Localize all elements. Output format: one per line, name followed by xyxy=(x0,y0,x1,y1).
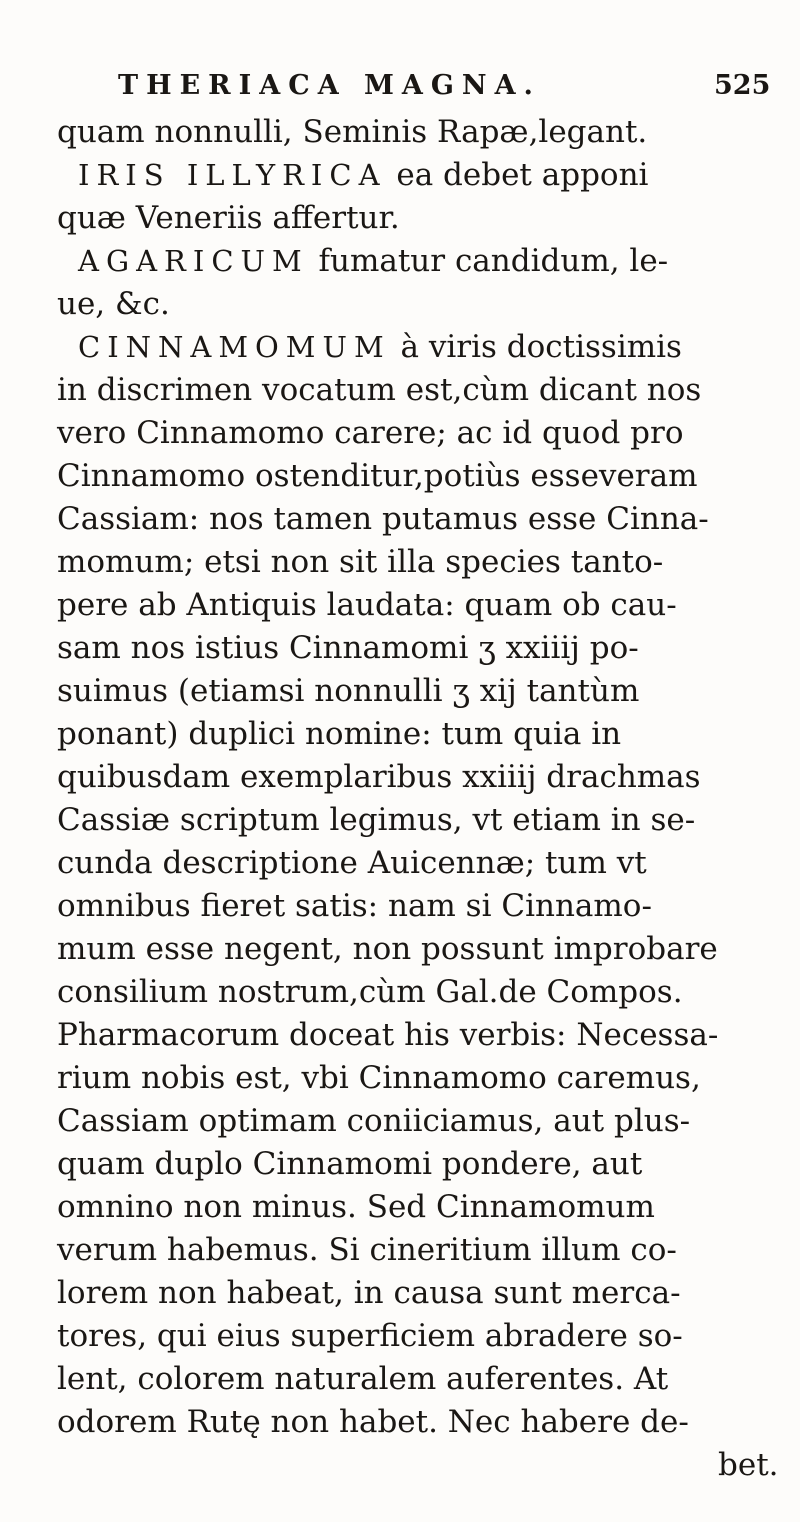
text-line: CINNAMOMUM à viris doctissimis xyxy=(78,329,682,365)
text-line: ponant) duplici nomine: tum quia in xyxy=(57,716,622,752)
text-line: rium nobis est, vbi Cinnamomo caremus, xyxy=(57,1060,701,1096)
page-number: 525 xyxy=(714,70,771,101)
text-line: ue, &c. xyxy=(57,286,170,322)
text-line: cunda descriptione Auicennæ; tum vt xyxy=(57,845,647,881)
text-line: vero Cinnamomo carere; ac id quod pro xyxy=(57,415,684,451)
text-line: Cassiæ scriptum legimus, vt etiam in se- xyxy=(57,802,696,838)
text-line: AGARICUM fumatur candidum, le- xyxy=(78,243,669,279)
entry-heading: IRIS ILLYRICA xyxy=(78,158,387,192)
text-line: in discrimen vocatum est,cùm dicant nos xyxy=(57,372,702,408)
text-line: Pharmacorum doceat his verbis: Necessa- xyxy=(57,1017,719,1053)
text-line: quæ Veneriis affertur. xyxy=(57,200,400,236)
text-line: tores, qui eius superficiem abradere so- xyxy=(57,1318,683,1354)
text-line: mum esse negent, non possunt improbare xyxy=(57,931,718,967)
text-line: suimus (etiamsi nonnulli ʒ xij tantùm xyxy=(57,673,640,709)
text-line: omnino non minus. Sed Cinnamomum xyxy=(57,1189,655,1225)
text-line: sam nos istius Cinnamomi ʒ xxiiij po- xyxy=(57,630,639,666)
text-line: quam nonnulli, Seminis Rapæ,legant. xyxy=(57,114,648,150)
text-line: Cinnamomo ostenditur,potiùs esseveram xyxy=(57,458,698,494)
text-line: lent, colorem naturalem auferentes. At xyxy=(57,1361,669,1397)
running-title: THERIACA MAGNA. xyxy=(118,70,541,101)
text-line: bet. xyxy=(718,1447,779,1483)
text-line: IRIS ILLYRICA ea debet apponi xyxy=(78,157,649,193)
text-line: omnibus fieret satis: nam si Cinnamo- xyxy=(57,888,652,924)
text-line: lorem non habeat, in causa sunt merca- xyxy=(57,1275,681,1311)
text-line: quibusdam exemplaribus xxiiij drachmas xyxy=(57,759,701,795)
entry-heading: CINNAMOMUM xyxy=(78,330,391,364)
text-line: pere ab Antiquis laudata: quam ob cau- xyxy=(57,587,677,623)
text-line: Cassiam optimam coniiciamus, aut plus- xyxy=(57,1103,691,1139)
text-line: verum habemus. Si cineritium illum co- xyxy=(57,1232,677,1268)
text-line: consilium nostrum,cùm Gal.de Compos. xyxy=(57,974,683,1010)
text-line: momum; etsi non sit illa species tanto- xyxy=(57,544,664,580)
text-line: odorem Rutę non habet. Nec habere de- xyxy=(57,1404,689,1440)
text-line: Cassiam: nos tamen putamus esse Cinna- xyxy=(57,501,709,537)
entry-heading: AGARICUM xyxy=(78,244,309,278)
text-line: quam duplo Cinnamomi pondere, aut xyxy=(57,1146,643,1182)
page-header xyxy=(0,70,800,110)
